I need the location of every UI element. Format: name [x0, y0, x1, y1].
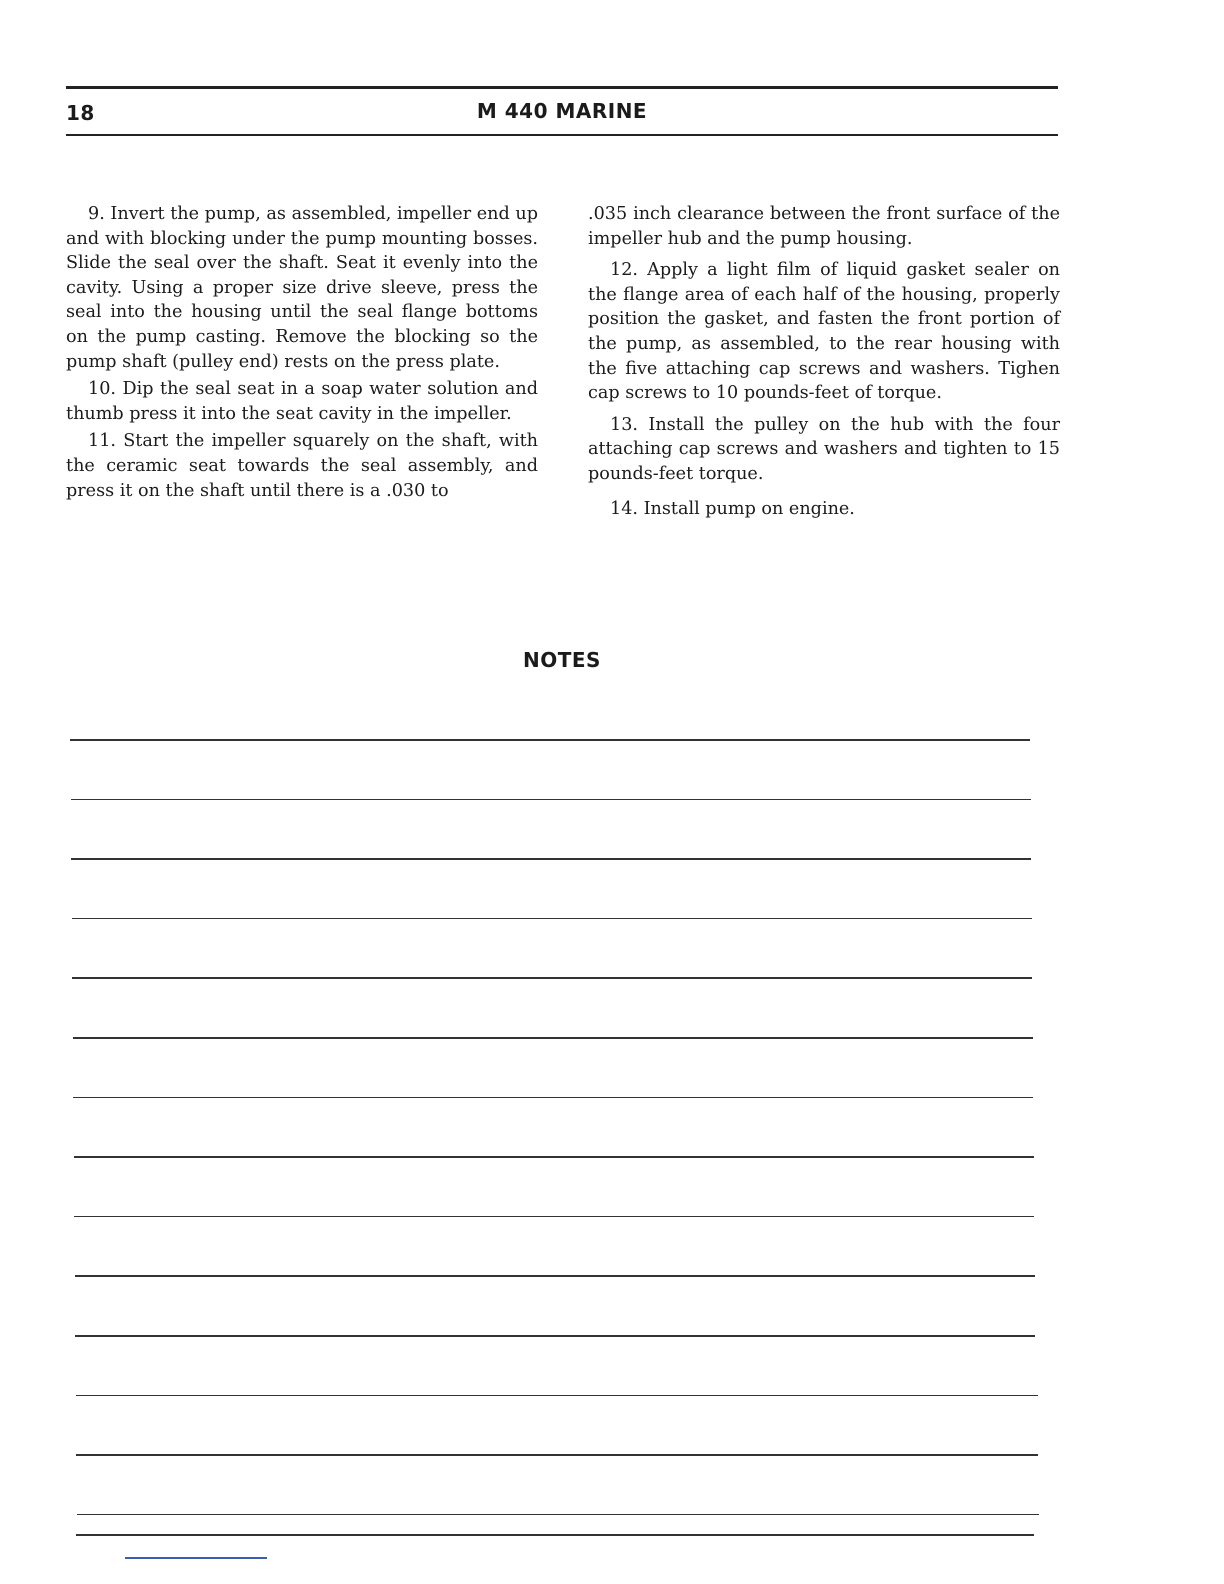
note-line: [74, 1156, 1034, 1158]
note-line: [75, 1275, 1035, 1277]
note-line: [71, 799, 1031, 801]
step-13-paragraph: 13. Install the pulley on the hub with the four attaching cap screws and washers and tighten to 15 pounds-feet torque.: [588, 414, 1060, 484]
note-line: [75, 1335, 1035, 1337]
footer-tab-mark: [125, 1557, 267, 1559]
note-line: [74, 1216, 1034, 1218]
note-line: [77, 1514, 1039, 1516]
right-column: [588, 202, 1060, 524]
note-line: [76, 1395, 1038, 1397]
page-title: M 440 MARINE: [476, 99, 648, 123]
header-top-rule: [66, 86, 1058, 89]
page-number: 18: [66, 101, 95, 125]
note-line: [72, 918, 1032, 920]
notes-heading: NOTES: [523, 648, 601, 672]
step-12-paragraph: 12. Apply a light film of liquid gasket sealer on the flange area of each half of the housing, properly position the gasket, and fasten the front portion of the pump, as assembled, to the rear housing with the five attaching cap screws and washers. Tighen cap screws to 10 pounds-feet of torque.: [588, 260, 1060, 404]
note-line: [73, 1037, 1033, 1039]
step-10-paragraph: 10. Dip the seal seat in a soap water solution and thumb press it into the seat cavity in the impeller.: [66, 379, 538, 424]
step-14-paragraph: 14. Install pump on engine.: [610, 498, 855, 519]
note-line-final: [76, 1534, 1034, 1536]
header-bottom-rule: [66, 134, 1058, 136]
note-line: [72, 977, 1032, 979]
note-line: [73, 1097, 1033, 1099]
left-column: [66, 202, 538, 506]
note-line: [71, 858, 1031, 860]
step-9-paragraph: 9. Invert the pump, as assembled, impeller end up and with blocking under the pump mounting bosses. Slide the seal over the shaft. Seat it evenly into the cavity. Using a proper size drive sleeve, press the seal into the housing until the seal flange bottoms on the pump casting. Remove the blocking so the pump shaft (pulley end) rests on the press plate.: [66, 204, 538, 372]
note-line: [76, 1454, 1038, 1456]
step-11-continued-paragraph: .035 inch clearance between the front surface of the impeller hub and the pump housing.: [588, 204, 1060, 249]
step-11-paragraph: 11. Start the impeller squarely on the shaft, with the ceramic seat towards the seal assembly, and press it on the shaft until there is a .030 to: [66, 431, 538, 501]
note-line: [70, 739, 1030, 741]
